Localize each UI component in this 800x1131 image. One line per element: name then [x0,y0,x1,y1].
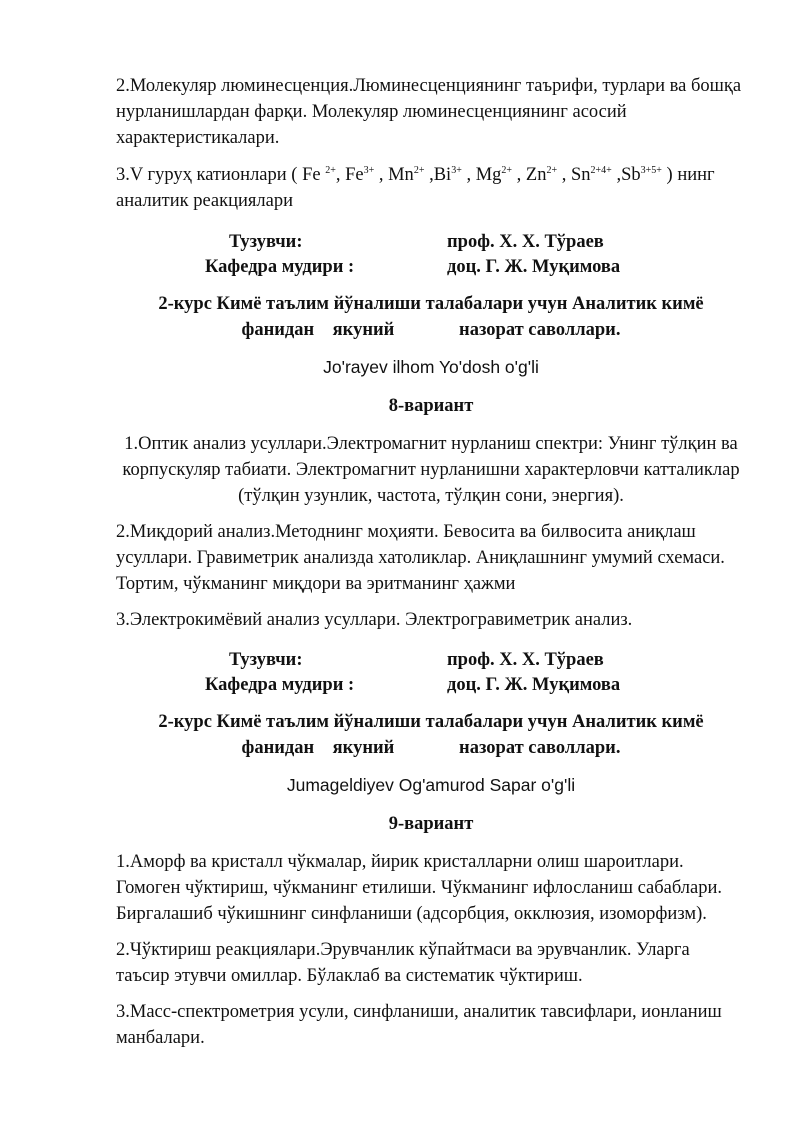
ion-charge: 2+ [546,164,558,176]
ion-separator: , [424,165,434,185]
compiler-name: проф. Х. Х. Тўраев [447,232,604,252]
variant-8-question-2: 2.Миқдорий анализ.Методнинг моҳияти. Бевосита ва билвосита аниқлаш усуллари. Гравиметрик анализда хатоликлар. Аниқлашнинг умумий схемаси. Тортим, чўкманинг миқдори ва эритманинг ҳажми [116,522,725,594]
ion-charge: 3+5+ [640,164,662,176]
variant-9-title: 9-вариант [388,814,474,834]
ion-symbol: Sn [571,165,591,185]
question-3-suffix: ) нинг аналитик реакциялари [116,165,715,211]
variant-9-question-3: 3.Масс-спектрометрия усули, синфланиши, аналитик тавсифлари, ионланиш манбалари. [116,1002,722,1048]
ion-charge: 3+ [363,164,375,176]
ion-charge: 2+4+ [590,164,612,176]
head-name-2: доц. Г. Ж. Муқимова [447,675,621,695]
ion-separator: , [461,165,476,185]
ion-charge: 2+ [325,164,336,176]
ion-list [321,165,662,185]
variant-8-title: 8-вариант [388,396,474,416]
ion-symbol: Zn [525,165,547,185]
variant-8-question-3: 3.Электрокимёвий анализ усуллари. Электрогравиметрик анализ. [116,610,633,630]
head-label-2: Кафедра мудири : [205,675,355,695]
exam-header-line2-2: фанидан якуний назорат саволлари. [241,738,621,758]
question-3-top [116,162,746,214]
head-name: доц. Г. Ж. Муқимова [447,257,621,277]
compiler-label: Тузувчи: [229,232,303,252]
ion-symbol: Sb [621,165,641,185]
ion-symbol: Fe [345,165,364,185]
ion-symbol: Mg [475,165,502,185]
ion-symbol: Mn [388,165,414,185]
ion-charge: 3+ [451,164,462,176]
compiler-name-2: проф. Х. Х. Тўраев [447,650,604,670]
student-name-9: Jumageldiyev Og'amurod Sapar o'g'li [286,775,576,795]
ion-charge: 2+ [501,164,513,176]
question-3-prefix: 3.V гуруҳ катионлари ( Fe [116,165,321,185]
exam-header-line1-2: 2-курс Кимё таълим йўналиши талабалари учун Аналитик кимё [158,712,704,732]
ion-separator: , [335,165,346,185]
compiler-label-2: Тузувчи: [229,650,303,670]
exam-header-line1: 2-курс Кимё таълим йўналиши талабалари учун Аналитик кимё [158,294,704,314]
ion-symbol: Bi [433,165,452,185]
exam-header-line2: фанидан якуний назорат саволлари. [241,320,621,340]
variant-9-question-1: 1.Аморф ва кристалл чўкмалар, йирик кристалларни олиш шароитлари. Гомоген чўктириш, чўкманинг етилиши. Чўкманинг ифлосланиш сабаблари. Биргалашиб чўкишнинг синфланиши (адсорбция, окклюзия, изоморфизм). [116,852,723,924]
ion-separator: , [374,165,389,185]
ion-separator: , [557,165,571,185]
variant-8-question-1: 1.Оптик анализ усуллари.Электромагнит нурланиш спектри: Унинг тўлқин ва корпускуляр табиати. Электромагнит нурланишни характерловчи катталиклар (тўлқин узунлик, частота, тўлқин сони, энергия). [122,434,740,506]
ion-separator: , [512,165,526,185]
ion-separator: , [611,165,622,185]
question-2-top: 2.Молекуляр люминесценция.Люминесценциянинг таърифи, турлари ва бошқа нурланишлардан фарқи. Молекуляр люминесценциянинг асосий характеристикалари. [116,76,742,148]
ion-charge: 2+ [413,164,425,176]
head-label: Кафедра мудири : [205,257,355,277]
variant-9-question-2: 2.Чўктириш реакциялари.Эрувчанлик кўпайтмаси ва эрувчанлик. Уларга таъсир этувчи омиллар. Бўлаклаб ва систематик чўктириш. [116,940,690,986]
student-name-8: Jo'rayev ilhom Yo'dosh o'g'li [323,357,539,377]
